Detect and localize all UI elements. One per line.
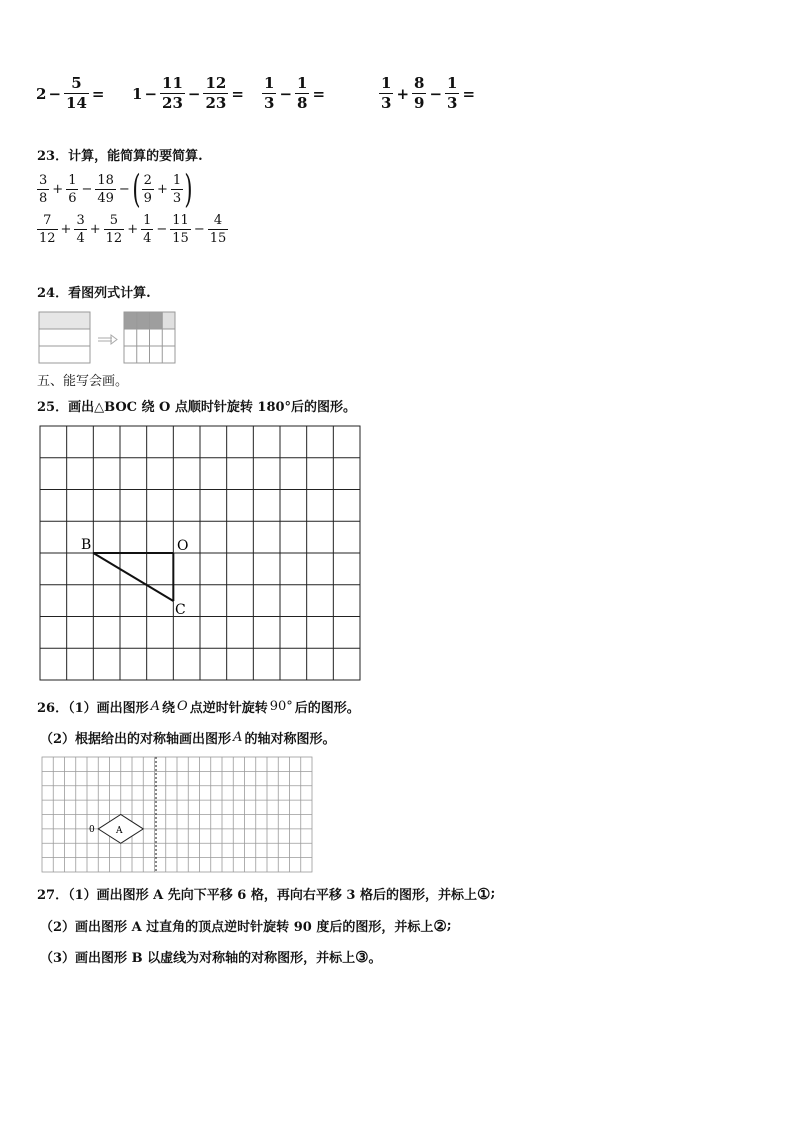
fraction: $\frac{2}{9}$: [143, 172, 152, 206]
fraction: $\frac{18}{49}$: [97, 172, 114, 206]
q24-title: 24．看图列式计算.: [37, 286, 151, 301]
q23-title: 23．计算，能简算的要简算.: [37, 149, 203, 164]
q22-expr-2: 1 − $\frac{11}{23}$ − $\frac{12}{23}$ =: [132, 74, 244, 112]
q22-expr-1: 2 − $\frac{5}{14}$ =: [36, 74, 105, 112]
fraction: $\frac{3}{8}$: [39, 172, 48, 206]
fraction: $\frac{1}{4}$: [143, 213, 152, 246]
q22-expr-4: $\frac{1}{3}$ + $\frac{8}{9}$ − $\frac{1}{3}$ =: [381, 74, 476, 112]
fraction: $\frac{3}{4}$: [76, 213, 85, 246]
fraction: $\frac{1}{6}$: [68, 172, 77, 206]
q27-line-1: 27．（1）画出图形 A 先向下平移 6 格，再向右平移 3 格后的图形，并标上 ① ;: [37, 884, 496, 903]
fraction: $\frac{11}{15}$: [172, 213, 189, 246]
label-a: A: [116, 826, 123, 836]
grid-lines: [42, 757, 312, 872]
fraction: $\frac{5}{12}$: [105, 213, 123, 246]
fraction: $\frac{4}{15}$: [209, 213, 227, 246]
q27-line-2: （2）画出图形 A 过直角的顶点逆时针旋转 90 度后的图形，并标上 ② ;: [40, 916, 452, 935]
fraction: $\frac{1}{3}$: [447, 74, 458, 112]
fraction: $\frac{11}{23}$: [162, 74, 183, 112]
arrow-right-icon: [98, 335, 117, 344]
grid-lines: [40, 426, 360, 680]
fraction: $\frac{12}{23}$: [205, 74, 227, 112]
q24-figure: [38, 311, 178, 365]
q23-expr-2: $\frac{7}{12}$ + $\frac{3}{4}$ + $\frac{5}{12}$ + $\frac{1}{4}$ − $\frac{11}{15}$ − $\frac{4}{15}$: [39, 213, 227, 246]
fraction: $\frac{8}{9}$: [414, 74, 425, 112]
fraction: $\frac{1}{3}$: [172, 172, 182, 206]
label-o: O: [177, 538, 189, 554]
q26-title: 26．（1）画出图形 A 绕 O 点逆时针旋转 90° 后的图形。: [37, 699, 360, 716]
label-c: C: [175, 602, 186, 618]
fraction: $\frac{1}{3}$: [264, 74, 275, 112]
label-b: B: [81, 537, 92, 553]
q25-title: 25．画出△BOC 绕 O 点顺时针旋转 180°后的图形。: [37, 400, 357, 415]
q23-expr-1: $\frac{3}{8}$ + $\frac{1}{6}$ − $\frac{18}{49}$ − ( $\frac{2}{9}$ + $\frac{1}{3}$ ): [39, 167, 193, 211]
q25-grid: [39, 425, 363, 683]
fraction: $\frac{1}{3}$: [381, 74, 392, 112]
label-o: 0: [89, 825, 95, 835]
q26-subtitle: （2）根据给出的对称轴画出图形 A 的轴对称图形。: [40, 730, 336, 747]
q27-line-3: （3）画出图形 B 以虚线为对称轴的对称图形，并标上 ③ 。: [40, 947, 382, 966]
fraction: $\frac{1}{8}$: [297, 74, 308, 112]
q26-grid: [41, 756, 315, 874]
triangle-boc: [93, 553, 173, 601]
fraction: $\frac{5}{14}$: [66, 74, 87, 112]
fraction: $\frac{7}{12}$: [39, 213, 56, 246]
q22-expr-3: $\frac{1}{3}$ − $\frac{1}{8}$ =: [264, 74, 326, 112]
section5-title: 五、能写会画。: [37, 374, 129, 389]
